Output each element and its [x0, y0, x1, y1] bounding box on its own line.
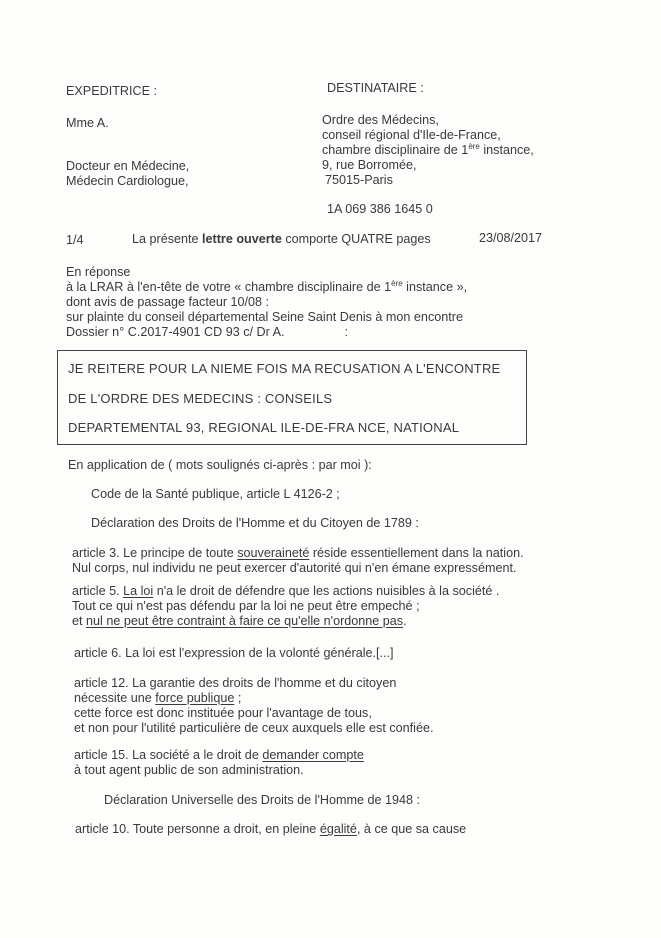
- article-12: article 12. La garantie des droits de l'homme et du citoyen nécessite une force publique ; cette force est donc instituée pour l'avantage de tous, et non pour l'utilité particulière de ceux auxquels elle est confiée.: [74, 676, 434, 735]
- sender-title-line: Docteur en Médecine,: [66, 159, 190, 173]
- article-15: article 15. La société a le droit de demander compte à tout agent public de son administration.: [74, 748, 364, 777]
- code-reference: Code de la Santé publique, article L 4126-2 ;: [91, 487, 340, 501]
- intro-line: La présente lettre ouverte comporte QUATRE pages: [132, 232, 431, 246]
- declaration-1948: Déclaration Universelle des Droits de l'Homme de 1948 :: [104, 793, 420, 807]
- recusation-box: [57, 350, 527, 445]
- article-3: article 3. Le principe de toute souveraineté réside essentiellement dans la nation. Nul corps, nul individu ne peut exercer d'autorité qui n'en émane expressément.: [72, 546, 524, 575]
- sender-name: Mme A.: [66, 116, 109, 130]
- recipient-city: 75015-Paris: [325, 173, 393, 187]
- reference-line: Dossier n° C.2017-4901 CD 93 c/ Dr A. :: [66, 325, 349, 339]
- article-10: article 10. Toute personne a droit, en pleine égalité, à ce que sa cause: [75, 822, 467, 836]
- article-6: article 6. La loi est l'expression de la volonté générale.[...]: [74, 646, 394, 660]
- tracking-number: 1A 069 386 1645 0: [327, 202, 433, 216]
- reference-block: [66, 265, 467, 340]
- recipient-label: DESTINATAIRE :: [327, 81, 424, 95]
- recipient-street: 9, rue Borromée,: [322, 158, 417, 172]
- reference-line: sur plainte du conseil départemental Seine Saint Denis à mon encontre: [66, 310, 463, 324]
- box-line: DE L'ORDRE DES MEDECINS : CONSEILS: [68, 391, 333, 406]
- article-5: article 5. La loi n'a le droit de défendre que les actions nuisibles à la société . Tout ce qui n'est pas défendu par la loi ne peut être empeché ; et nul ne peut être contraint à faire ce qu'elle n'ordonne pas.: [72, 584, 500, 628]
- reference-line: En réponse: [66, 265, 131, 279]
- declaration-1789: Déclaration des Droits de l'Homme et du Citoyen de 1789 :: [91, 516, 419, 530]
- reference-line: à la LRAR à l'en-tête de votre « chambre disciplinaire de 1ère instance »,: [66, 279, 468, 294]
- box-line: DEPARTEMENTAL 93, REGIONAL ILE-DE-FRA NCE, NATIONAL: [68, 420, 460, 435]
- page-indicator: 1/4: [66, 233, 84, 247]
- reference-line: dont avis de passage facteur 10/08 :: [66, 295, 270, 309]
- box-line: JE REITERE POUR LA NIEME FOIS MA RECUSATION A L'ENCONTRE: [68, 361, 501, 376]
- sender-label: EXPEDITRICE :: [66, 84, 157, 98]
- recipient-council: conseil régional d'Ile-de-France,: [322, 128, 501, 142]
- application-intro: En application de ( mots soulignés ci-après : par moi ):: [68, 458, 372, 472]
- recipient-org: Ordre des Médecins,: [322, 113, 439, 127]
- sender-title-line: Médecin Cardiologue,: [66, 174, 189, 188]
- recipient-chamber: chambre disciplinaire de 1ère instance,: [322, 142, 534, 157]
- letter-date: 23/08/2017: [479, 231, 543, 245]
